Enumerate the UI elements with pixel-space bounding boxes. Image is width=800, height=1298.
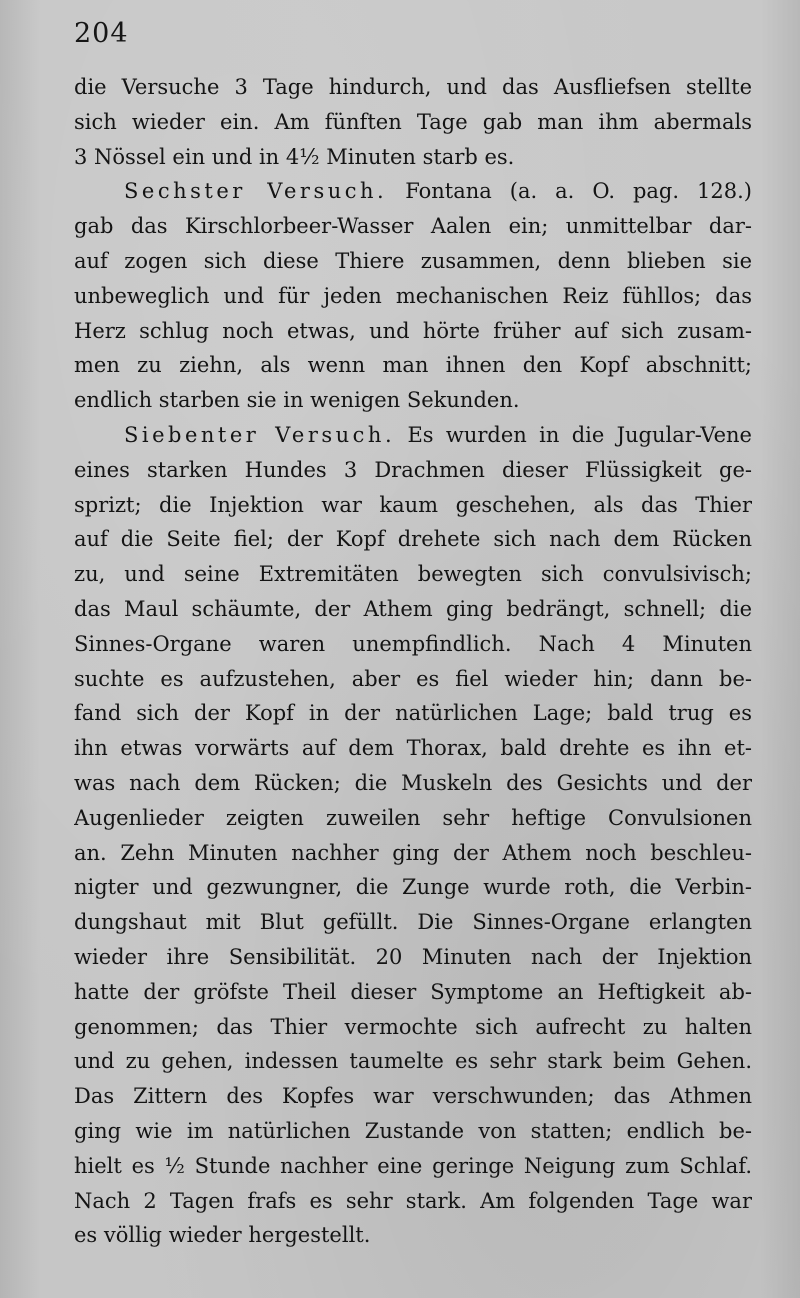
text-line: das Maul schäumte, der Athem ging bedrängt, schnell; die [74, 596, 752, 621]
text-line: Herz schlug noch etwas, und hörte früher auf sich zusam- [74, 318, 752, 343]
text-line: hatte der gröfste Theil dieser Symptome an Heftigkeit ab- [74, 979, 752, 1004]
text-line: Nach 2 Tagen frafs es sehr stark. Am folgenden Tage war [74, 1188, 752, 1213]
text-line [74, 174, 752, 209]
text-line [74, 418, 752, 453]
text-line: zu, und seine Extremitäten bewegten sich convulsivisch; [74, 562, 752, 587]
text-line: sich wieder ein. Am fünften Tage gab man ihm abermals [74, 109, 752, 134]
text-line: dungshaut mit Blut gefüllt. Die Sinnes-Organe erlangten [74, 910, 752, 935]
text-line: was nach dem Rücken; die Muskeln des Gesichts und der [74, 770, 752, 795]
text-line: ging wie im natürlichen Zustande von statten; endlich be- [74, 1118, 752, 1143]
text-line: und zu gehen, indessen taumelte es sehr stark beim Gehen. [74, 1049, 752, 1074]
text-line: die Versuche 3 Tage hindurch, und das Ausfliefsen stellte [74, 75, 752, 99]
text-line: nigter und gezwungner, die Zunge wurde roth, die Verbin- [74, 875, 752, 900]
body-text [74, 70, 752, 1253]
text-line: Sinnes-Organe waren unempfindlich. Nach 4 Minuten [74, 631, 752, 656]
text-line: 3 Nössel ein und in 4½ Minuten starb es. [74, 144, 515, 169]
text-line: unbeweglich und für jeden mechanischen Reiz fühllos; das [74, 283, 752, 308]
text-line: endlich starben sie in wenigen Sekunden. [74, 388, 520, 413]
experiment-heading: Sechster Versuch. [124, 179, 388, 204]
text-line: Augenlieder zeigten zuweilen sehr heftige Convulsionen [74, 805, 752, 830]
text-line: auf zogen sich diese Thiere zusammen, denn blieben sie [74, 248, 752, 273]
text-line: sprizt; die Injektion war kaum geschehen, als das Thier [74, 492, 752, 517]
line-text: Fontana (a. a. O. pag. 128.) [387, 179, 752, 204]
text-line: auf die Seite fiel; der Kopf drehete sich nach dem Rücken [74, 527, 752, 552]
text-line: es völlig wieder hergestellt. [74, 1223, 371, 1248]
text-line: wieder ihre Sensibilität. 20 Minuten nach der Injektion [74, 944, 752, 969]
text-line: an. Zehn Minuten nachher ging der Athem noch beschleu- [74, 840, 752, 865]
text-line: men zu ziehn, als wenn man ihnen den Kopf abschnitt; [74, 353, 752, 378]
page-number: 204 [74, 18, 129, 49]
text-line: suchte es aufzustehen, aber es fiel wieder hin; dann be- [74, 666, 752, 691]
text-line: ihn etwas vorwärts auf dem Thorax, bald drehte es ihn et- [74, 736, 752, 761]
text-line: fand sich der Kopf in der natürlichen Lage; bald trug es [74, 701, 752, 726]
text-line: genommen; das Thier vermochte sich aufrecht zu halten [74, 1014, 752, 1039]
experiment-heading: Siebenter Versuch. [124, 422, 396, 447]
text-line: eines starken Hundes 3 Drachmen dieser Flüssigkeit ge- [74, 457, 752, 482]
line-text: Es wurden in die Jugular-Vene [395, 422, 752, 447]
text-line: Das Zittern des Kopfes war verschwunden; das Athmen [74, 1084, 752, 1109]
text-line: hielt es ½ Stunde nachher eine geringe Neigung zum Schlaf. [74, 1153, 752, 1178]
text-line: gab das Kirschlorbeer-Wasser Aalen ein; unmittelbar dar- [74, 214, 752, 239]
